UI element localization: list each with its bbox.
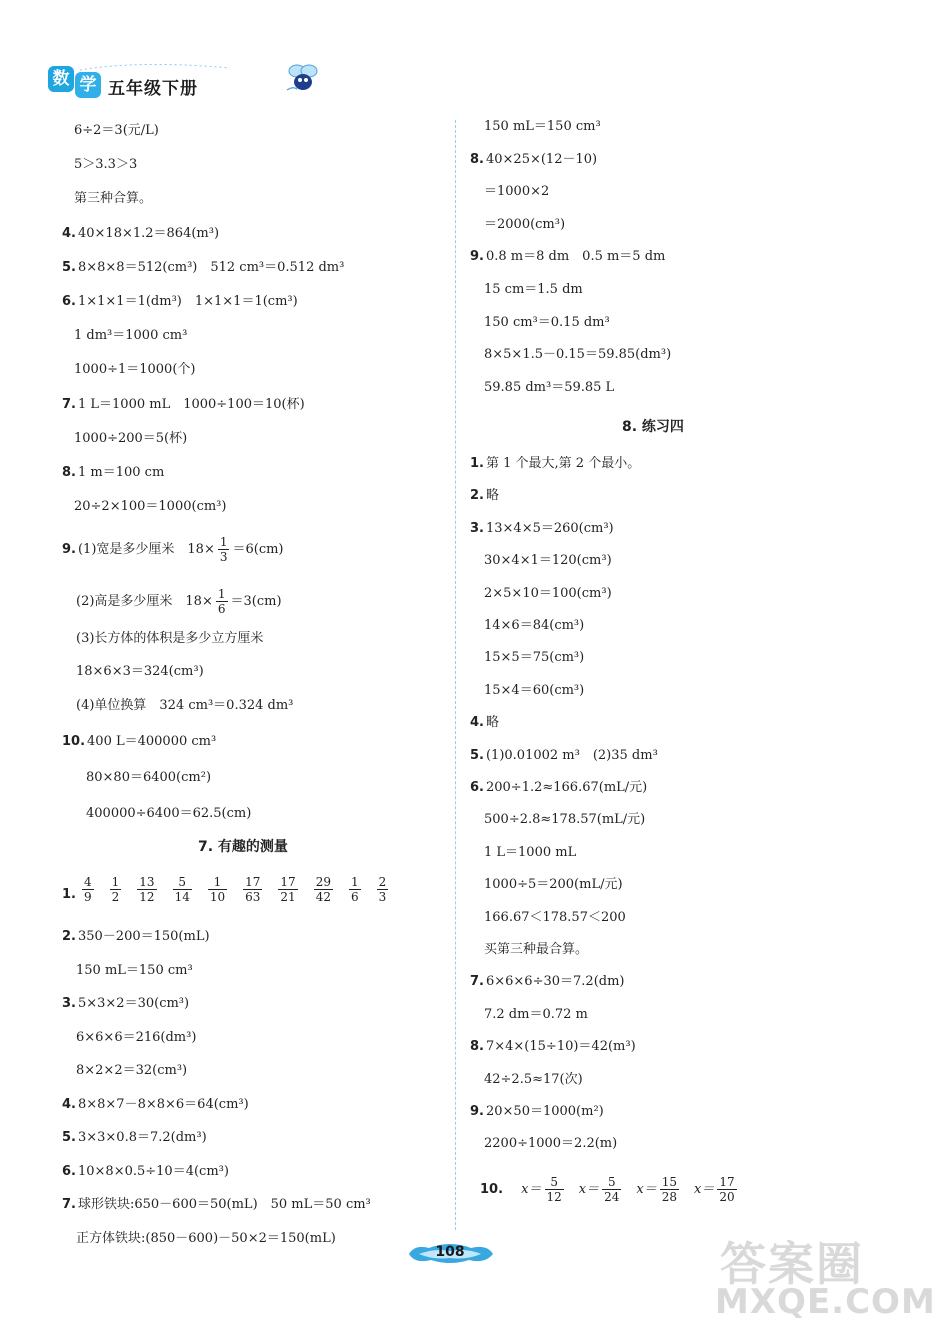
fraction [110,875,122,904]
answer-text: 6÷2＝3(元/L) [74,123,159,138]
numerator: 5 [545,1175,564,1190]
question-number: 9. [470,1104,484,1119]
answer-text: 150 mL＝150 cm³ [484,119,601,134]
fraction [218,535,230,564]
answer-line [484,1135,617,1153]
answer-line [62,1196,371,1214]
watermark-url: MXQE.COM [715,1282,936,1322]
question-number: 5. [62,259,76,275]
q8-10-line [480,1175,740,1204]
answer-line [470,973,624,991]
answer-line [62,995,189,1013]
fraction [82,875,94,904]
answer-line [470,520,614,538]
answer-line [484,552,612,570]
bee-icon [283,62,323,96]
fraction [216,587,228,616]
answer-text: 2200÷1000＝2.2(m) [484,1136,618,1152]
answer-text: 第三种合算。 [74,191,153,207]
question-number: 7. [470,974,484,990]
answer-line [470,455,640,473]
q9-text-2b: ＝3(cm) [230,594,282,609]
x-prefix: x＝ [694,1182,715,1197]
denominator: 42 [315,890,331,904]
q9-line-5: (4)单位换算 324 cm³＝0.324 dm³ [76,698,294,713]
answer-text: 14×6＝84(cm³) [484,618,585,633]
answer-text: 略 [485,715,499,731]
header-swirl [60,60,240,74]
answer-text: 6×6×6＝216(dm³) [76,1029,197,1045]
answer-text: 400 L＝400000 cm³ [87,734,217,749]
answer-line [484,314,610,332]
denominator: 6 [217,602,226,616]
answer-text: 5＞3.3＞3 [74,157,138,173]
answer-text: 150 cm³＝0.15 dm³ [484,314,610,330]
fraction [208,875,227,904]
answer-line [62,1163,229,1181]
answer-text: 1 L＝1000 mL 1000÷100＝10(杯) [77,396,305,412]
answer-line [470,747,658,765]
fraction [137,875,156,904]
q9-line-3: (3)长方体的体积是多少立方厘米 [76,631,264,646]
answer-line [484,617,584,635]
answer-text: 400000÷6400＝62.5(cm) [86,806,252,821]
x-prefix: x＝ [521,1182,542,1197]
x-solution [636,1175,682,1204]
denominator: 21 [280,890,296,904]
answer-line [484,909,626,927]
answer-line [74,156,137,174]
numerator: 17 [280,875,296,889]
fraction [314,875,333,904]
fraction-list [74,875,396,904]
question-number: 8. [470,1039,484,1055]
answer-text: 第 1 个最大,第 2 个最小。 [485,456,641,471]
answer-text: 1 m＝100 cm [77,465,165,480]
answer-text: 1 L＝1000 mL [484,844,577,860]
answer-line [74,190,152,208]
numerator: 2 [378,875,387,889]
answer-text: 8×5×1.5－0.15＝59.85(dm³) [484,347,672,363]
answer-line [62,259,344,277]
answer-line [484,118,601,136]
answer-text: 1000÷5＝200(mL/元) [484,877,623,893]
x-prefix: x＝ [636,1182,657,1197]
watermark-logo: 答案圈 [720,1237,864,1291]
answer-line [62,733,216,751]
answer-line [484,585,612,603]
answer-text: 2×5×10＝100(cm³) [484,585,612,601]
x-solutions [509,1175,740,1204]
answer-line [484,346,671,364]
answer-text: 13×4×5＝260(cm³) [485,520,614,536]
question-number: 10. [62,734,86,749]
answer-line [74,361,195,379]
answer-text: 1 dm³＝1000 cm³ [74,328,188,344]
fraction [349,875,361,904]
x-prefix: x＝ [578,1182,600,1197]
question-number: 2. [62,929,76,944]
answer-line [470,1038,636,1056]
answer-line [76,962,193,980]
answer-line [484,649,584,667]
answer-text: 6×6×6÷30＝7.2(dm) [485,974,625,990]
answer-text: 350－200＝150(mL) [77,929,210,944]
answer-text: 8×8×7－8×8×6＝64(cm³) [77,1096,249,1112]
denominator: 14 [174,890,190,904]
answer-text: 1×1×1＝1(dm³) 1×1×1＝1(cm³) [77,294,298,309]
question-number: 4. [62,225,76,241]
numerator: 15 [661,1175,678,1189]
answer-text: ＝2000(cm³) [484,216,566,232]
numerator: 17 [719,1175,735,1189]
answer-line [86,769,211,787]
answer-text: 球形铁块:650－600＝50(mL) 50 mL＝50 cm³ [77,1197,371,1212]
answer-line [484,216,565,234]
answer-text: 8×2×2＝32(cm³) [76,1063,188,1078]
answer-text: 略 [485,488,499,504]
question-number: 5. [470,747,484,763]
answer-line [470,248,665,266]
denominator: 12 [139,890,155,904]
q9-text-1a: (1)宽是多少厘米 18× [77,542,215,557]
numerator: 1 [208,875,227,890]
numerator: 1 [217,587,226,601]
fraction [545,1175,564,1204]
numerator: 13 [139,875,155,889]
fraction [377,875,389,904]
answer-text: 8×8×8＝512(cm³) 512 cm³＝0.512 dm³ [77,259,345,275]
answer-text: 80×80＝6400(cm²) [86,770,212,785]
answer-text: 3×3×0.8＝7.2(dm³) [77,1130,207,1145]
question-number: 7. [62,1197,76,1212]
page-number: 108 [435,1244,465,1260]
answer-text: 42÷2.5≈17(次) [484,1071,583,1087]
answer-text: 59.85 dm³＝59.85 L [484,379,615,395]
question-number: 6. [470,780,484,795]
x-solution [578,1175,625,1204]
section-title-8: 8. 练习四 [622,419,684,435]
answer-text: ＝1000×2 [484,184,550,200]
answer-text: 30×4×1＝120(cm³) [484,553,612,569]
answer-text: 200÷1.2≈166.67(mL/元) [485,780,648,795]
answer-text: 40×18×1.2＝864(m³) [77,225,220,241]
answer-line [62,225,219,243]
answer-text: 500÷2.8≈178.57(mL/元) [484,812,646,828]
answer-text: 20×50＝1000(m²) [485,1104,604,1119]
denominator: 6 [350,890,359,904]
question-number: 7. [62,396,76,412]
fraction [660,1175,679,1204]
fraction [278,875,297,904]
question-number: 1. [62,887,76,902]
answer-text: 40×25×(12－10) [485,151,598,167]
answer-text: 1000÷1＝1000(个) [74,362,196,378]
answer-text: 166.67＜178.57＜200 [484,909,626,925]
answer-text: 10×8×0.5÷10＝4(cm³) [77,1163,229,1179]
answer-line [62,1129,207,1147]
answer-text: 7.2 dm＝0.72 m [484,1006,588,1022]
numerator: 5 [173,875,192,890]
answer-text: 150 mL＝150 cm³ [76,962,193,978]
question-number: 6. [62,1163,76,1179]
answer-line [484,379,614,397]
subject-badge-1: 数 [48,66,74,92]
answer-line [484,183,549,201]
answer-line [62,928,210,946]
denominator: 3 [378,890,387,904]
answer-line [484,281,583,299]
answer-text: 1000÷200＝5(杯) [74,430,188,446]
answer-line [470,151,597,169]
answer-line [76,1062,187,1080]
question-number: 5. [62,1130,76,1145]
q9-line-2 [76,587,282,616]
answer-text: 7×4×(15÷10)＝42(m³) [485,1039,636,1055]
question-number: 3. [62,996,76,1011]
answer-line [86,805,251,823]
question-number: 6. [62,294,76,309]
answer-line [484,876,623,894]
answer-line [74,327,187,345]
numerator: 1 [219,535,228,549]
numerator: 1 [111,875,120,889]
subject-badge-2: 学 [75,72,101,98]
fraction [243,875,262,904]
numerator: 5 [602,1175,621,1190]
denominator: 12 [546,1190,562,1204]
x-solution [694,1175,740,1204]
answer-line [74,498,226,516]
numerator: 1 [350,875,359,889]
fraction [602,1175,621,1204]
answer-text: 0.8 m＝8 dm 0.5 m＝5 dm [485,249,666,265]
question-number: 4. [62,1096,76,1112]
numerator: 4 [84,875,92,889]
section-title-7: 7. 有趣的测量 [198,839,288,855]
numerator: 17 [245,875,261,889]
question-number: 1. [470,456,484,471]
denominator: 9 [84,890,92,904]
question-number: 9. [470,249,484,265]
answer-line [62,1096,249,1114]
page-number-badge [405,1240,495,1266]
answer-text: 买第三种最合算。 [484,942,589,957]
denominator: 2 [111,890,120,904]
answer-line [62,293,298,311]
column-divider [455,120,456,1230]
question-number: 9. [62,542,76,557]
q7-1-fractions [62,875,396,904]
answer-line [470,487,499,505]
answer-line [62,396,305,414]
answer-line [470,779,647,797]
q9-text-1b: ＝6(cm) [232,542,284,557]
question-number: 8. [470,151,484,167]
answer-line [470,714,499,732]
denominator: 63 [245,890,261,904]
answer-line [76,1230,336,1248]
answer-text: 15 cm＝1.5 dm [484,282,583,297]
answer-line [484,844,576,862]
question-number: 4. [470,715,484,731]
denominator: 28 [661,1190,678,1204]
q9-line-4: 18×6×3＝324(cm³) [76,664,204,679]
answer-text: 20÷2×100＝1000(cm³) [74,499,227,515]
answer-text: 正方体铁块:(850－600)－50×2＝150(mL) [76,1230,336,1246]
grade-title: 五年级下册 [108,79,198,99]
q9-text-2a: (2)高是多少厘米 18× [76,594,213,609]
numerator: 29 [315,875,331,889]
answer-line [74,122,159,140]
answer-line [74,430,187,448]
answer-text: 5×3×2＝30(cm³) [77,996,190,1011]
question-number: 2. [470,488,484,504]
answer-line [484,1006,588,1024]
answer-line [62,464,164,482]
answer-line [76,1029,196,1047]
denominator: 24 [604,1190,620,1204]
x-solution [521,1175,567,1204]
question-number: 10. [480,1182,504,1197]
fraction [717,1175,736,1204]
denominator: 3 [219,550,228,564]
denominator: 20 [719,1190,735,1204]
answer-line [470,1103,604,1121]
answer-line [484,1071,583,1089]
q9-line-1 [62,535,284,564]
question-number: 8. [62,465,76,480]
denominator: 10 [209,890,226,904]
answer-line [484,811,645,829]
answer-text: 15×5＝75(cm³) [484,650,585,666]
answer-line [484,941,588,959]
answer-line [484,682,584,700]
fraction [173,875,192,904]
answer-text: 15×4＝60(cm³) [484,682,585,698]
answer-text: (1)0.01002 m³ (2)35 dm³ [485,747,658,763]
question-number: 3. [470,520,484,536]
